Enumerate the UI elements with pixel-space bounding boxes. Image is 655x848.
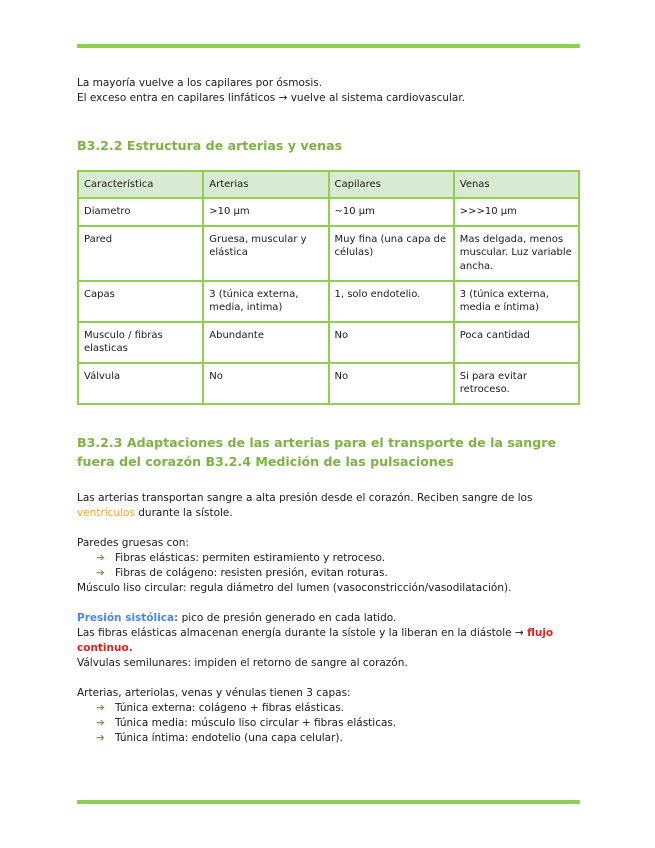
intro-paragraph xyxy=(77,76,580,106)
layers-list xyxy=(77,701,580,746)
table-cell: Abundante xyxy=(203,322,328,363)
arrow-icon: ➔ xyxy=(96,551,105,564)
spacer xyxy=(77,521,580,536)
table-cell: Muy fina (una capa de células) xyxy=(329,226,454,281)
table-cell: Gruesa, muscular y elástica xyxy=(203,226,328,281)
table-cell: No xyxy=(203,363,328,404)
intro-line-2: El exceso entra en capilares linfáticos → vuelve al sistema cardiovascular. xyxy=(77,92,466,104)
spacer xyxy=(77,596,580,611)
elastic-paragraph xyxy=(77,626,580,656)
table-cell: 3 (túnica externa, media, intima) xyxy=(203,281,328,322)
table-cell: Mas delgada, menos muscular. Luz variable ancha. xyxy=(454,226,579,281)
table-cell: 1, solo endotelio. xyxy=(329,281,454,322)
list-item-text: Túnica media: músculo liso circular + fibras elásticas. xyxy=(115,716,397,729)
list-item-text: Túnica íntima: endotelio (una capa celular). xyxy=(115,731,343,744)
section-heading-b322: B3.2.2 Estructura de arterias y venas xyxy=(77,138,343,153)
table-row xyxy=(78,363,579,404)
table-header-row xyxy=(78,171,579,198)
table-row xyxy=(78,281,579,322)
layers-intro: Arterias, arteriolas, venas y vénulas tienen 3 capas: xyxy=(77,686,351,699)
table-row xyxy=(78,322,579,363)
arrow-icon: ➔ xyxy=(96,731,105,744)
arteries-text-end: durante la sístole. xyxy=(138,506,233,519)
list-item xyxy=(77,716,580,731)
list-item-text: Fibras elásticas: permiten estiramiento y retroceso. xyxy=(115,551,386,564)
table-cell: Musculo / fibras elasticas xyxy=(78,322,203,363)
table-cell: 3 (túnica externa, media e íntima) xyxy=(454,281,579,322)
arrow-icon: ➔ xyxy=(96,566,105,579)
systolic-line xyxy=(77,611,580,626)
comparison-table xyxy=(77,170,580,405)
list-item xyxy=(77,701,580,716)
continuous-flow-highlight: flujo continuo. xyxy=(77,626,554,654)
systolic-label: Presión sistólica: xyxy=(77,611,179,624)
table-cell: >>>10 µm xyxy=(454,198,579,226)
arrow-icon: ➔ xyxy=(96,701,105,714)
intro-line-1: La mayoría vuelve a los capilares por ósmosis. xyxy=(77,77,323,89)
section-heading-b323: B3.2.3 Adaptaciones de las arterias para el transporte de la sangre fuera del corazón B3.2.4 Medición de las pulsaciones xyxy=(77,434,556,469)
spacer xyxy=(77,671,580,686)
table-cell: No xyxy=(329,322,454,363)
table-header-cell: Capilares xyxy=(329,171,454,198)
ventricles-highlight: ventrículos xyxy=(77,506,135,519)
table-cell: No xyxy=(329,363,454,404)
smooth-muscle-line: Músculo liso circular: regula diámetro del lumen (vasoconstricción/vasodilatación). xyxy=(77,581,512,594)
table-cell: Si para evitar retroceso. xyxy=(454,363,579,404)
table-cell: Válvula xyxy=(78,363,203,404)
table-cell: Capas xyxy=(78,281,203,322)
systolic-text: pico de presión generado en cada latido. xyxy=(181,611,397,624)
list-item-text: Fibras de colágeno: resisten presión, evitan roturas. xyxy=(115,566,388,579)
list-item-text: Túnica externa: colágeno + fibras elásticas. xyxy=(115,701,345,714)
walls-list xyxy=(77,551,580,581)
arteries-text-start: Las arterias transportan sangre a alta presión desde el corazón. Reciben sangre de los xyxy=(77,491,533,504)
table-row xyxy=(78,226,579,281)
arrow-icon: ➔ xyxy=(96,716,105,729)
elastic-text: Las fibras elásticas almacenan energía durante la sístole y la liberan en la diástole → xyxy=(77,626,524,639)
table-cell: Diametro xyxy=(78,198,203,226)
list-item xyxy=(77,731,580,746)
table-cell: >10 µm xyxy=(203,198,328,226)
bottom-rule xyxy=(77,800,580,804)
table-header-cell: Venas xyxy=(454,171,579,198)
table-cell: Pared xyxy=(78,226,203,281)
table-header-cell: Arterias xyxy=(203,171,328,198)
valves-line: Válvulas semilunares: impiden el retorno de sangre al corazón. xyxy=(77,656,408,669)
table-cell: ~10 µm xyxy=(329,198,454,226)
walls-intro: Paredes gruesas con: xyxy=(77,536,189,549)
page-content xyxy=(77,76,580,746)
table-header-cell: Característica xyxy=(78,171,203,198)
table-row xyxy=(78,198,579,226)
table-cell: Poca cantidad xyxy=(454,322,579,363)
top-rule xyxy=(77,44,580,48)
list-item xyxy=(77,551,580,566)
list-item xyxy=(77,566,580,581)
arteries-paragraph xyxy=(77,491,580,521)
